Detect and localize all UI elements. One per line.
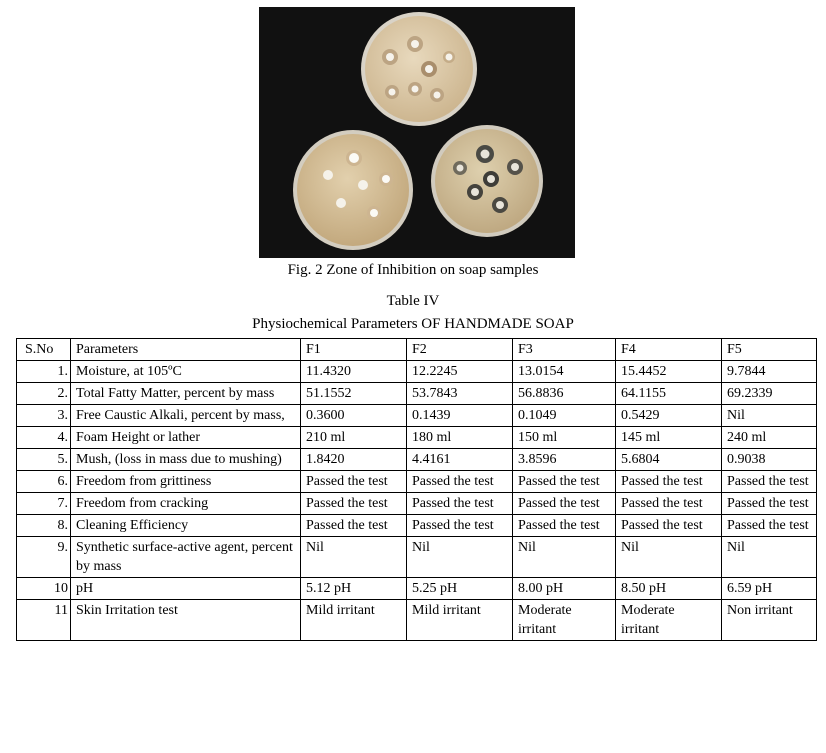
value-cell: Passed the test xyxy=(513,515,616,537)
value-cell: 5.12 pH xyxy=(301,578,407,600)
header-f4: F4 xyxy=(616,339,722,361)
value-cell: 0.5429 xyxy=(616,405,722,427)
value-cell: 240 ml xyxy=(722,427,817,449)
parameter-cell: Mush, (loss in mass due to mushing) xyxy=(71,449,301,471)
value-cell: Nil xyxy=(616,537,722,578)
table-row xyxy=(17,515,817,537)
header-f3: F3 xyxy=(513,339,616,361)
value-cell: Passed the test xyxy=(301,493,407,515)
table-row xyxy=(17,600,817,641)
row-number-cell: 6. xyxy=(17,471,71,493)
parameter-cell: Freedom from grittiness xyxy=(71,471,301,493)
petri-dish-top xyxy=(361,12,477,126)
table-title: Physiochemical Parameters OF HANDMADE SOAP xyxy=(252,316,574,332)
value-cell: Mild irritant xyxy=(407,600,513,641)
value-cell: Nil xyxy=(513,537,616,578)
petri-dish-bottom-left xyxy=(293,130,413,250)
value-cell: 8.50 pH xyxy=(616,578,722,600)
value-cell: 51.1552 xyxy=(301,383,407,405)
value-cell: 180 ml xyxy=(407,427,513,449)
value-cell: 15.4452 xyxy=(616,361,722,383)
table-row xyxy=(17,493,817,515)
value-cell: 145 ml xyxy=(616,427,722,449)
petri-dish-bottom-right xyxy=(431,125,543,237)
parameter-cell: Skin Irritation test xyxy=(71,600,301,641)
value-cell: 0.3600 xyxy=(301,405,407,427)
value-cell: 13.0154 xyxy=(513,361,616,383)
row-number-cell: 8. xyxy=(17,515,71,537)
header-f2: F2 xyxy=(407,339,513,361)
physiochemical-table xyxy=(16,338,817,641)
value-cell: Passed the test xyxy=(301,471,407,493)
value-cell: 3.8596 xyxy=(513,449,616,471)
value-cell: Passed the test xyxy=(616,515,722,537)
row-number-cell: 10 xyxy=(17,578,71,600)
value-cell: Nil xyxy=(407,537,513,578)
value-cell: 12.2245 xyxy=(407,361,513,383)
table-row xyxy=(17,471,817,493)
parameter-cell: Total Fatty Matter, percent by mass xyxy=(71,383,301,405)
value-cell: Moderate irritant xyxy=(513,600,616,641)
parameter-cell: Foam Height or lather xyxy=(71,427,301,449)
petri-dish-photo xyxy=(259,7,575,258)
value-cell: 0.1049 xyxy=(513,405,616,427)
table-row xyxy=(17,361,817,383)
row-number-cell: 9. xyxy=(17,537,71,578)
value-cell: Passed the test xyxy=(513,471,616,493)
value-cell: 53.7843 xyxy=(407,383,513,405)
header-f1: F1 xyxy=(301,339,407,361)
value-cell: 0.1439 xyxy=(407,405,513,427)
table-row xyxy=(17,427,817,449)
value-cell: 11.4320 xyxy=(301,361,407,383)
value-cell: Mild irritant xyxy=(301,600,407,641)
value-cell: 56.8836 xyxy=(513,383,616,405)
value-cell: Passed the test xyxy=(513,493,616,515)
value-cell: Passed the test xyxy=(301,515,407,537)
value-cell: 4.4161 xyxy=(407,449,513,471)
value-cell: Nil xyxy=(301,537,407,578)
parameter-cell: Moisture, at 105ºC xyxy=(71,361,301,383)
row-number-cell: 1. xyxy=(17,361,71,383)
value-cell: 9.7844 xyxy=(722,361,817,383)
value-cell: Passed the test xyxy=(722,471,817,493)
value-cell: 0.9038 xyxy=(722,449,817,471)
value-cell: Passed the test xyxy=(407,493,513,515)
value-cell: 6.59 pH xyxy=(722,578,817,600)
value-cell: Passed the test xyxy=(722,515,817,537)
row-number-cell: 11 xyxy=(17,600,71,641)
row-number-cell: 2. xyxy=(17,383,71,405)
value-cell: 150 ml xyxy=(513,427,616,449)
value-cell: 1.8420 xyxy=(301,449,407,471)
row-number-cell: 4. xyxy=(17,427,71,449)
table-row xyxy=(17,537,817,578)
value-cell: Passed the test xyxy=(616,471,722,493)
parameter-cell: Freedom from cracking xyxy=(71,493,301,515)
header-f5: F5 xyxy=(722,339,817,361)
parameter-cell: Free Caustic Alkali, percent by mass, xyxy=(71,405,301,427)
table-row xyxy=(17,449,817,471)
parameter-cell: Synthetic surface-active agent, percent by mass xyxy=(71,537,301,578)
row-number-cell: 5. xyxy=(17,449,71,471)
row-number-cell: 7. xyxy=(17,493,71,515)
figure-caption: Fig. 2 Zone of Inhibition on soap samples xyxy=(287,262,539,278)
table-row xyxy=(17,578,817,600)
table-number: Table IV xyxy=(386,293,440,309)
table-row xyxy=(17,405,817,427)
parameter-cell: Cleaning Efficiency xyxy=(71,515,301,537)
value-cell: 210 ml xyxy=(301,427,407,449)
value-cell: 8.00 pH xyxy=(513,578,616,600)
value-cell: 64.1155 xyxy=(616,383,722,405)
value-cell: Passed the test xyxy=(407,471,513,493)
row-number-cell: 3. xyxy=(17,405,71,427)
value-cell: 5.25 pH xyxy=(407,578,513,600)
header-sno: S.No xyxy=(17,339,71,361)
value-cell: 69.2339 xyxy=(722,383,817,405)
table-header-row xyxy=(17,339,817,361)
value-cell: Passed the test xyxy=(616,493,722,515)
petri-dishes-illustration xyxy=(259,7,575,258)
value-cell: 5.6804 xyxy=(616,449,722,471)
parameter-cell: pH xyxy=(71,578,301,600)
value-cell: Nil xyxy=(722,405,817,427)
value-cell: Passed the test xyxy=(407,515,513,537)
value-cell: Moderate irritant xyxy=(616,600,722,641)
value-cell: Nil xyxy=(722,537,817,578)
value-cell: Passed the test xyxy=(722,493,817,515)
header-parameters: Parameters xyxy=(71,339,301,361)
value-cell: Non irritant xyxy=(722,600,817,641)
table-row xyxy=(17,383,817,405)
